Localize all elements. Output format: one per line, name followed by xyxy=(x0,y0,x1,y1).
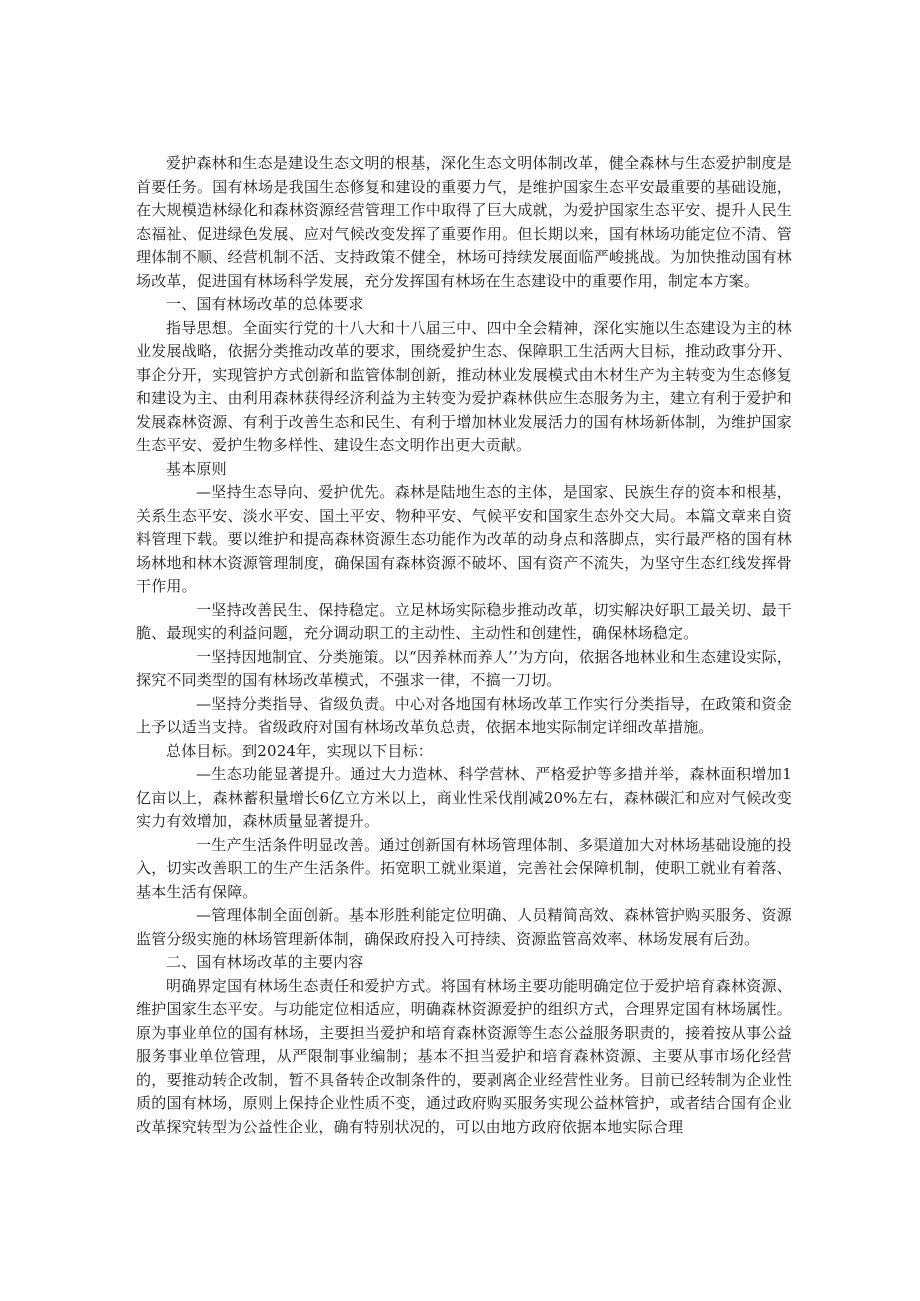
principle-2-paragraph: 一坚持改善民生、保持稳定。立足林场实际稳步推动改革，切实解决好职工最关切、最干脆、最现实的利益问题，充分调动职工的主动性、主动性和创建性，确保林场稳定。 xyxy=(136,600,792,642)
intro-paragraph: 爱护森林和生态是建设生态文明的根基，深化生态文明体制改革，健全森林与生态爱护制度是首要任务。国有林场是我国生态修复和建设的重要力气，是维护国家生态平安最重要的基础设施，在大规模造林绿化和森林资源经营管理工作中取得了巨大成就，为爱护国家生态平安、提升人民生态福祉、促进绿色发展、应对气候改变发挥了重要作用。但长期以来，国有林场功能定位不清、管理体制不顺、经营机制不活、支持政策不健全，林场可持续发展面临严峻挑战。为加快推动国有林场改革，促进国有林场科学发展，充分发挥国有林场在生态建设中的重要作用，制定本方案。 xyxy=(136,154,792,290)
basic-principles-heading: 基本原则 xyxy=(166,459,227,478)
guiding-thought-paragraph: 指导思想。全面实行党的十八大和十八届三中、四中全会精神，深化实施以生态建设为主的林业发展战略，依据分类推动改革的要求，围绕爱护生态、保障职工生活两大目标，推动政事分开、事企分开，实现管护方式创新和监管体制创新，推动林业发展模式由木材生产为主转变为生态修复和建设为主、由利用森林获得经济利益为主转变为爱护森林供应生态服务为主，建立有利于爱护和发展森林资源、有利于改善生态和民生、有利于增加林业发展活力的国有林场新体制，为维护国家生态平安、爱护生物多样性、建设生态文明作出更大贡献。 xyxy=(136,318,792,454)
goal-1-paragraph: —生态功能显著提升。通过大力造林、科学营林、严格爱护等多措并举，森林面积增加1亿亩以上，森林蓄积量增长6亿立方米以上，商业性采伐削减20%左右，森林碳汇和应对气候改变实力有效增加，森林质量显著提升。 xyxy=(136,765,792,830)
principle-1-paragraph: —坚持生态导向、爱护优先。森林是陆地生态的主体，是国家、民族生存的资本和根基，关系生态平安、淡水平安、国土平安、物种平安、气候平安和国家生态外交大局。本篇文章来自资料管理下载。要以维护和提高森林资源生态功能作为改革的动身点和落脚点，实行最严格的国有林场林地和林木资源管理制度，确保国有森林资源不破坏、国有资产不流失，为坚守生态红线发挥骨干作用。 xyxy=(136,483,792,595)
section-heading-2: 二、国有林场改革的主要内容 xyxy=(166,953,364,971)
principle-3-paragraph: 一坚持因地制宜、分类施策。以“因养林而养人’’为方向，依据各地林业和生态建设实际，探究不同类型的国有林场改革模式，不强求一律，不搞一刀切。 xyxy=(136,647,792,689)
overall-goal-heading: 总体目标。到2024年，实现以下目标： xyxy=(166,741,433,760)
responsibility-paragraph: 明确界定国有林场生态责任和爱护方式。将国有林场主要功能明确定位于爱护培育森林资源、维护国家生态平安。与功能定位相适应，明确森林资源爱护的组织方式，合理界定国有林场属性。原为事业单位的国有林场，主要担当爱护和培育森林资源等生态公益服务职责的，接着按从事公益服务事业单位管理，从严限制事业编制；基本不担当爱护和培育森林资源、主要从事市场化经营的，要推动转企改制，暂不具备转企改制条件的，要剥离企业经营性业务。目前已经转制为企业性质的国有林场，原则上保持企业性质不变，通过政府购买服务实现公益林管护，或者结合国有企业改革探究转型为公益性企业，确有特别状况的，可以由地方政府依据本地实际合理 xyxy=(136,976,792,1136)
document-body xyxy=(136,152,792,1139)
goal-3-paragraph: —管理体制全面创新。基本形胜利能定位明确、人员精简高效、森林管护购买服务、资源监管分级实施的林场管理新体制，确保政府投入可持续、资源监管高效率、林场发展有后劲。 xyxy=(136,906,792,948)
principle-4-paragraph: —坚持分类指导、省级负责。中心对各地国有林场改革工作实行分类指导，在政策和资金上予以适当支持。省级政府对国有林场改革负总责，依据本地实际制定详细改革措施。 xyxy=(136,694,792,736)
goal-2-paragraph: 一生产生活条件明显改善。通过创新国有林场管理体制、多渠道加大对林场基础设施的投入，切实改善职工的生产生活条件。拓宽职工就业渠道，完善社会保障机制，使职工就业有着落、基本生活有保障。 xyxy=(136,835,792,901)
section-heading-1: 一、国有林场改革的总体要求 xyxy=(166,295,364,313)
